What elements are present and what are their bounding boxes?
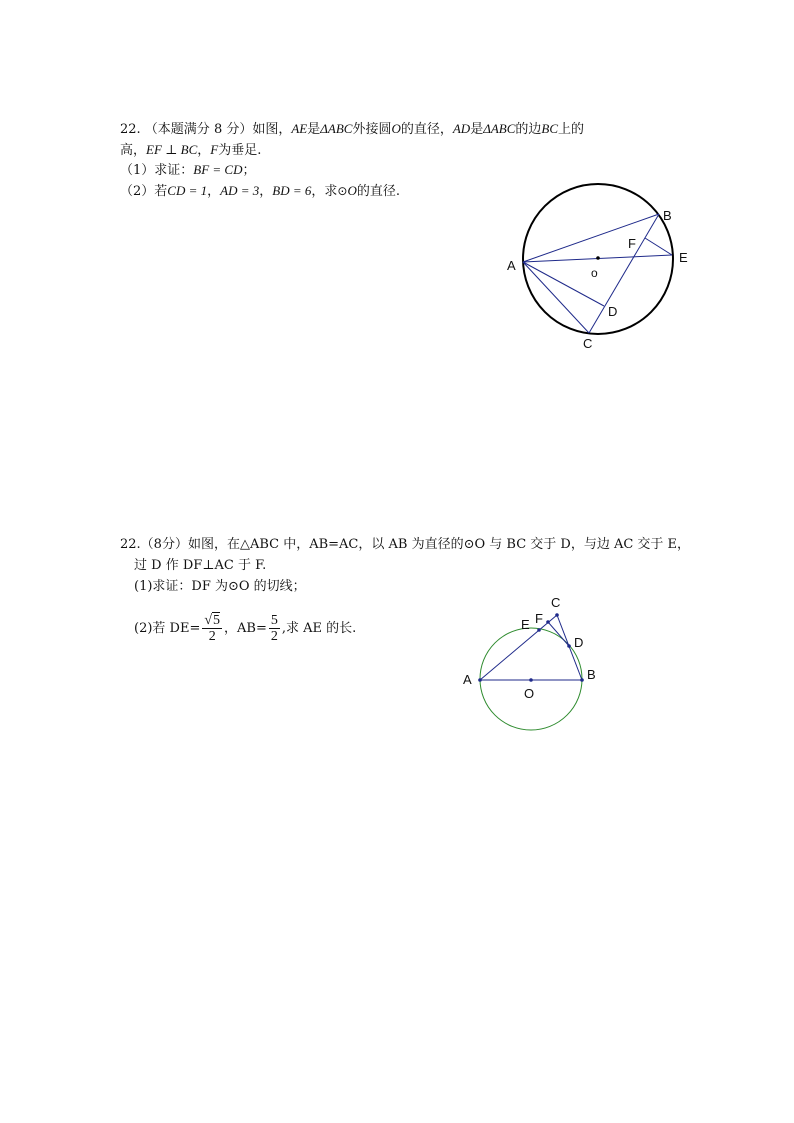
segment-ac [480, 615, 557, 680]
point-e [537, 628, 541, 632]
label-c: C [551, 595, 561, 610]
label-d: D [608, 304, 618, 319]
label-e: E [679, 250, 688, 265]
label-o: O [524, 686, 535, 701]
fraction-de: $\frac{√5}{2}$ [204, 613, 221, 644]
problem-2-part-2: (2)若 DE= $\frac{√5}{2}$ ，AB= $\frac{5}{2}$ ,求 AE 的长. [134, 613, 357, 644]
problem-2-part-1: (1)求证：DF 为⊙O 的切线； [134, 579, 306, 594]
point-a [478, 678, 482, 682]
problem-1-statement-line-2: 高，EF ⊥ BC，F为垂足. [120, 142, 262, 158]
label-c: C [583, 336, 593, 351]
point-f [546, 620, 550, 624]
problem-1-part-1: （1）求证：BF = CD； [120, 162, 256, 178]
segment-df [548, 622, 569, 646]
point-b [580, 678, 584, 682]
point-c [555, 613, 559, 617]
label-o: o [591, 266, 598, 280]
label-a: A [463, 672, 472, 687]
point-d [567, 644, 571, 648]
problem-2-statement-line-1: 22.（8分）如图，在△ABC 中，AB=AC，以 AB 为直径的⊙O 与 BC 交于 D，与边 AC 交于 E， [120, 537, 691, 552]
problem-2-statement-line-2: 过 D 作 DF⊥AC 于 F. [134, 558, 267, 573]
label-f: F [535, 611, 543, 626]
label-d: D [574, 635, 584, 650]
label-b: B [587, 667, 596, 682]
label-e: E [521, 617, 530, 632]
problem-1-statement-line-1: 22. （本题满分 8 分）如图，AE是ΔABC外接圆O的直径，AD是ΔABC的边BC上的 [120, 121, 585, 137]
point-o [529, 678, 533, 682]
label-a: A [507, 258, 516, 273]
label-b: B [663, 208, 672, 223]
problem-1-part-2: （2）若CD = 1，AD = 3，BD = 6，求⊙O的直径. [120, 183, 400, 199]
fraction-ab: $\frac{5}{2}$ [270, 613, 278, 644]
label-f: F [628, 236, 636, 251]
